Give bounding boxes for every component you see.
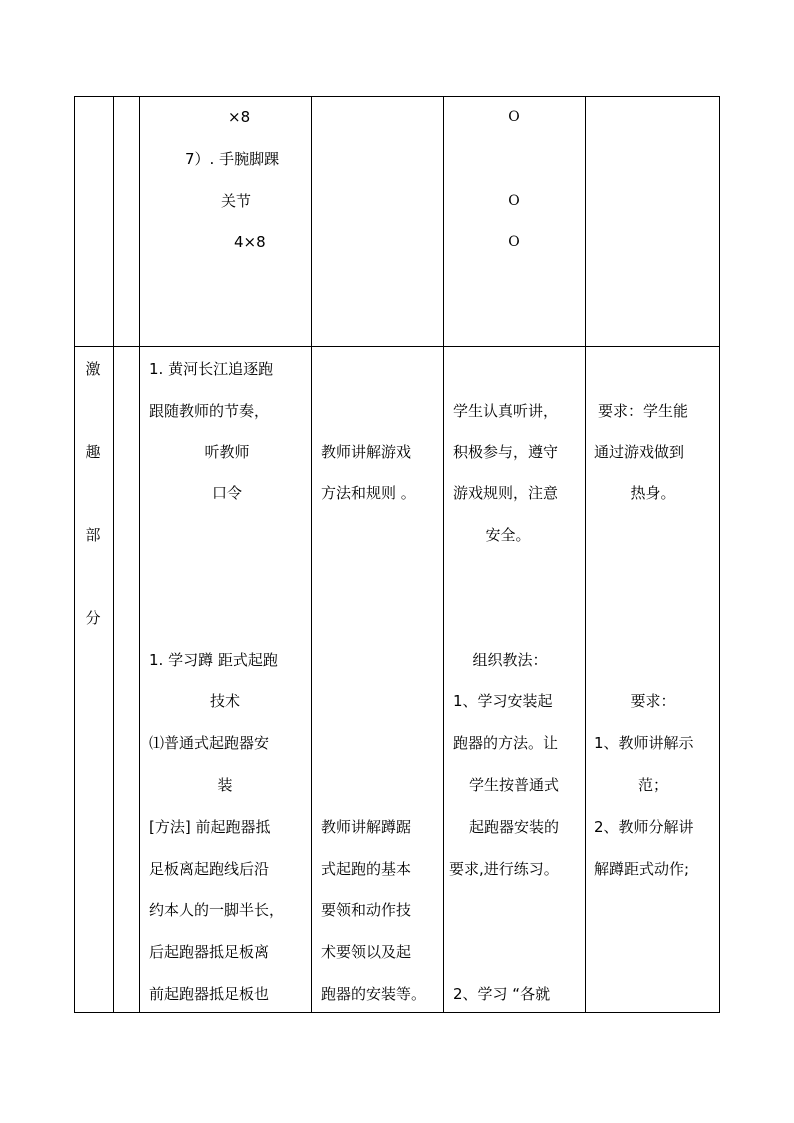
exercise-line: 关节 [221,192,252,210]
content-line: 口令 [211,484,243,502]
content-line: 1. 黄河长江追逐跑 [149,360,274,378]
content-line: 听教师 [204,443,250,461]
section-label-char: 分 [85,609,101,627]
content-line: 装 [217,776,233,794]
student-activity-line: 跑器的方法。让 [453,734,559,752]
formation-marker: O [508,234,520,250]
exercise-line: 7）. 手腕脚踝 [185,150,280,168]
requirement-line: 要求：学生能 [598,402,689,420]
student-activity-line: 组织教法： [472,651,548,669]
table-left-border [74,96,75,1013]
exercise-line: 4×8 [234,233,266,251]
column-divider [113,96,114,1013]
teacher-activity-line: 教师讲解游戏 [321,443,412,461]
content-line: 后起跑器抵足板离 [149,943,270,961]
content-line: ⑴普通式起跑器安 [149,734,270,752]
teacher-activity-line: 跑器的安装等。 [321,985,427,1003]
content-line: [方法] 前起跑器抵 [149,818,271,836]
exercise-line: ×8 [228,108,251,126]
content-line: 技术 [209,692,241,710]
requirement-line: 要求： [630,692,676,710]
requirement-line: 范； [637,776,669,794]
teacher-activity-line: 术要领以及起 [321,943,412,961]
column-divider [443,96,444,1013]
formation-marker: O [508,109,520,125]
requirement-line: 解蹲距式动作; [594,860,690,878]
row-divider [74,346,720,347]
requirement-line: 热身。 [630,484,676,502]
teacher-activity-line: 要领和动作技 [321,901,412,919]
section-label-char: 趣 [85,443,101,461]
student-activity-line: 起跑器安装的 [468,818,560,836]
table-top-border [74,96,720,97]
requirement-line: 1、教师讲解示 [594,734,694,752]
column-divider [311,96,312,1013]
student-activity-line: 学生按普通式 [468,776,560,794]
student-activity-line: 要求,进行练习。 [449,860,559,878]
requirement-line: 通过游戏做到 [594,443,685,461]
table-right-border [719,96,720,1013]
column-divider [139,96,140,1013]
formation-marker: O [508,193,520,209]
section-label-char: 激 [85,360,101,378]
content-line: 约本人的一脚半长， [149,901,285,919]
teacher-activity-line: 方法和规则 。 [321,484,416,502]
teacher-activity-line: 教师讲解蹲踞 [321,818,412,836]
content-line: 足板离起跑线后沿 [149,860,270,878]
content-line: 前起跑器抵足板也 [149,985,270,1003]
section-label-char: 部 [85,526,101,544]
student-activity-line: 2、学习 “各就 [453,985,551,1003]
table-bottom-border [74,1012,720,1013]
content-line: 1. 学习蹲 距式起跑 [149,651,278,669]
content-line: 跟随教师的节奏， [149,402,270,420]
student-activity-line: 游戏规则，注意 [453,484,559,502]
teacher-activity-line: 式起跑的基本 [321,860,412,878]
requirement-line: 2、教师分解讲 [594,818,694,836]
student-activity-line: 安全。 [485,526,531,544]
student-activity-line: 1、学习安装起 [453,692,553,710]
column-divider [585,96,586,1013]
student-activity-line: 积极参与，遵守 [453,443,559,461]
student-activity-line: 学生认真听讲， [453,402,559,420]
